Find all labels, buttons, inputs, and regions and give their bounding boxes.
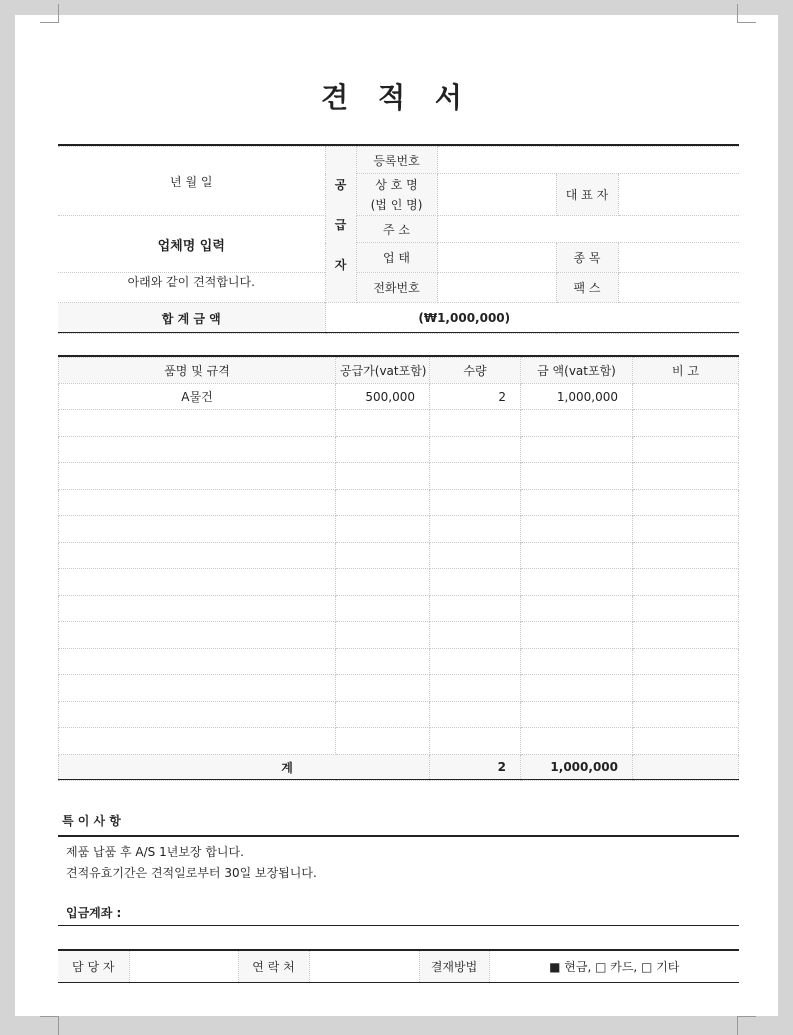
empty-cell[interactable] (336, 489, 430, 516)
empty-cell[interactable] (336, 516, 430, 543)
company-label: 상 호 명 (375, 177, 418, 192)
empty-cell[interactable] (430, 648, 521, 675)
empty-cell[interactable] (336, 569, 430, 596)
empty-cell[interactable] (430, 542, 521, 569)
corp-label: (법 인 명) (370, 197, 423, 212)
header-unit-price: 공급가(vat포함) (336, 358, 430, 384)
empty-cell[interactable] (633, 516, 739, 543)
fax-field[interactable] (618, 273, 739, 303)
empty-cell[interactable] (336, 648, 430, 675)
empty-cell[interactable] (59, 489, 336, 516)
empty-cell[interactable] (59, 410, 336, 437)
empty-cell[interactable] (521, 436, 633, 463)
payment-method[interactable]: ■ 현금, □ 카드, □ 기타 (549, 960, 680, 974)
divider (58, 925, 739, 926)
empty-cell[interactable] (633, 569, 739, 596)
empty-cell[interactable] (336, 595, 430, 622)
empty-cell[interactable] (59, 622, 336, 649)
divider (58, 779, 739, 780)
ceo-label: 대 표 자 (556, 174, 618, 216)
header-qty: 수량 (430, 358, 521, 384)
reg-no-label: 등록번호 (356, 147, 437, 174)
empty-cell[interactable] (336, 728, 430, 755)
manager-label: 담 당 자 (58, 951, 129, 982)
empty-cell[interactable] (59, 516, 336, 543)
empty-cell[interactable] (633, 463, 739, 490)
empty-cell[interactable] (59, 595, 336, 622)
sum-note (633, 754, 739, 780)
sum-row (59, 754, 739, 780)
table-row (59, 384, 739, 410)
empty-cell[interactable] (430, 489, 521, 516)
empty-cell[interactable] (633, 675, 739, 702)
empty-cell[interactable] (633, 410, 739, 437)
empty-cell[interactable] (633, 701, 739, 728)
company-field[interactable] (437, 174, 556, 216)
supplier-label: 급 (334, 217, 347, 232)
empty-cell[interactable] (430, 436, 521, 463)
empty-cell[interactable] (521, 542, 633, 569)
empty-cell[interactable] (430, 701, 521, 728)
ceo-field[interactable] (618, 174, 739, 216)
empty-cell[interactable] (430, 516, 521, 543)
sum-label: 계 (59, 754, 430, 780)
empty-cell[interactable] (430, 728, 521, 755)
business-label: 업 태 (356, 243, 437, 273)
notes-title: 특 이 사 항 (62, 814, 121, 828)
manager-field[interactable] (129, 951, 238, 982)
total-label: 합 계 금 액 (58, 303, 325, 334)
account-label[interactable]: 입금계좌 : (66, 906, 122, 920)
empty-cell[interactable] (430, 463, 521, 490)
phone-field[interactable] (437, 273, 556, 303)
header-name: 품명 및 규격 (59, 358, 336, 384)
crop-mark (737, 4, 756, 23)
supplier-label: 자 (334, 257, 347, 272)
empty-cell[interactable] (336, 701, 430, 728)
divider (58, 835, 739, 837)
table-row (59, 489, 739, 516)
document-title: 견 적 서 (321, 81, 472, 114)
empty-cell[interactable] (521, 489, 633, 516)
table-row (59, 463, 739, 490)
table-row (59, 542, 739, 569)
payment-label: 결재방법 (419, 951, 489, 982)
empty-cell[interactable] (59, 463, 336, 490)
items-table (58, 357, 739, 781)
empty-cell[interactable] (633, 595, 739, 622)
note-line: 제품 납품 후 A/S 1년보장 합니다. (66, 845, 244, 859)
empty-cell[interactable] (430, 595, 521, 622)
divider (58, 982, 739, 983)
empty-cell[interactable] (430, 410, 521, 437)
contact-field[interactable] (309, 951, 419, 982)
empty-cell[interactable] (430, 569, 521, 596)
note-line: 견적유효기간은 견적일로부터 30일 보장됩니다. (66, 866, 317, 880)
table-row (59, 648, 739, 675)
empty-cell[interactable] (521, 675, 633, 702)
empty-cell[interactable] (59, 569, 336, 596)
empty-cell[interactable] (336, 675, 430, 702)
items-header-row (59, 358, 739, 384)
client-name[interactable]: 업체명 입력 (58, 216, 325, 273)
table-row (59, 701, 739, 728)
empty-cell[interactable] (59, 728, 336, 755)
empty-cell[interactable] (521, 410, 633, 437)
phone-label: 전화번호 (356, 273, 437, 303)
empty-cell[interactable] (521, 463, 633, 490)
empty-cell[interactable] (633, 489, 739, 516)
header-note: 비 고 (633, 358, 739, 384)
business-field[interactable] (437, 243, 556, 273)
empty-cell[interactable] (430, 622, 521, 649)
sum-amount: 1,000,000 (521, 754, 633, 780)
crop-mark (40, 4, 59, 23)
item-type-field[interactable] (618, 243, 739, 273)
item-amount[interactable]: 1,000,000 (521, 384, 633, 410)
empty-cell[interactable] (521, 701, 633, 728)
item-name[interactable]: A물건 (59, 384, 336, 410)
sum-qty: 2 (430, 754, 521, 780)
empty-cell[interactable] (59, 675, 336, 702)
greeting: 아래와 같이 견적합니다. (58, 273, 325, 303)
item-qty[interactable]: 2 (430, 384, 521, 410)
empty-cell[interactable] (336, 622, 430, 649)
table-row (59, 516, 739, 543)
supplier-table (58, 146, 739, 334)
empty-cell[interactable] (521, 728, 633, 755)
table-row (59, 436, 739, 463)
empty-cell[interactable] (59, 701, 336, 728)
crop-mark (737, 1016, 756, 1035)
empty-cell[interactable] (521, 516, 633, 543)
item-type-label: 종 목 (556, 243, 618, 273)
address-field[interactable] (437, 216, 739, 243)
empty-cell[interactable] (521, 622, 633, 649)
total-value: (₩1,000,000) (325, 303, 739, 334)
footer-table (58, 951, 739, 982)
empty-cell[interactable] (59, 648, 336, 675)
empty-cell[interactable] (59, 542, 336, 569)
supplier-label: 공 (334, 177, 347, 192)
address-label: 주 소 (356, 216, 437, 243)
contact-label: 연 락 처 (238, 951, 309, 982)
empty-cell[interactable] (521, 569, 633, 596)
empty-cell[interactable] (336, 463, 430, 490)
empty-cell[interactable] (633, 622, 739, 649)
empty-cell[interactable] (633, 728, 739, 755)
item-price[interactable]: 500,000 (336, 384, 430, 410)
empty-cell[interactable] (59, 436, 336, 463)
crop-mark (40, 1016, 59, 1035)
divider (58, 332, 739, 333)
empty-cell[interactable] (633, 436, 739, 463)
table-row (59, 728, 739, 755)
empty-cell[interactable] (336, 542, 430, 569)
table-row (59, 622, 739, 649)
empty-cell[interactable] (430, 675, 521, 702)
empty-cell[interactable] (521, 595, 633, 622)
table-row (59, 595, 739, 622)
item-note[interactable] (633, 384, 739, 410)
header-amount: 금 액(vat포함) (521, 358, 633, 384)
empty-cell[interactable] (336, 436, 430, 463)
empty-cell[interactable] (633, 648, 739, 675)
empty-cell[interactable] (633, 542, 739, 569)
table-row (59, 675, 739, 702)
table-row (59, 410, 739, 437)
empty-cell[interactable] (521, 648, 633, 675)
notes-body[interactable] (66, 842, 317, 884)
table-row (59, 569, 739, 596)
date-field[interactable]: 년 월 일 (58, 147, 325, 216)
reg-no-field[interactable] (437, 147, 739, 174)
empty-cell[interactable] (336, 410, 430, 437)
fax-label: 팩 스 (556, 273, 618, 303)
